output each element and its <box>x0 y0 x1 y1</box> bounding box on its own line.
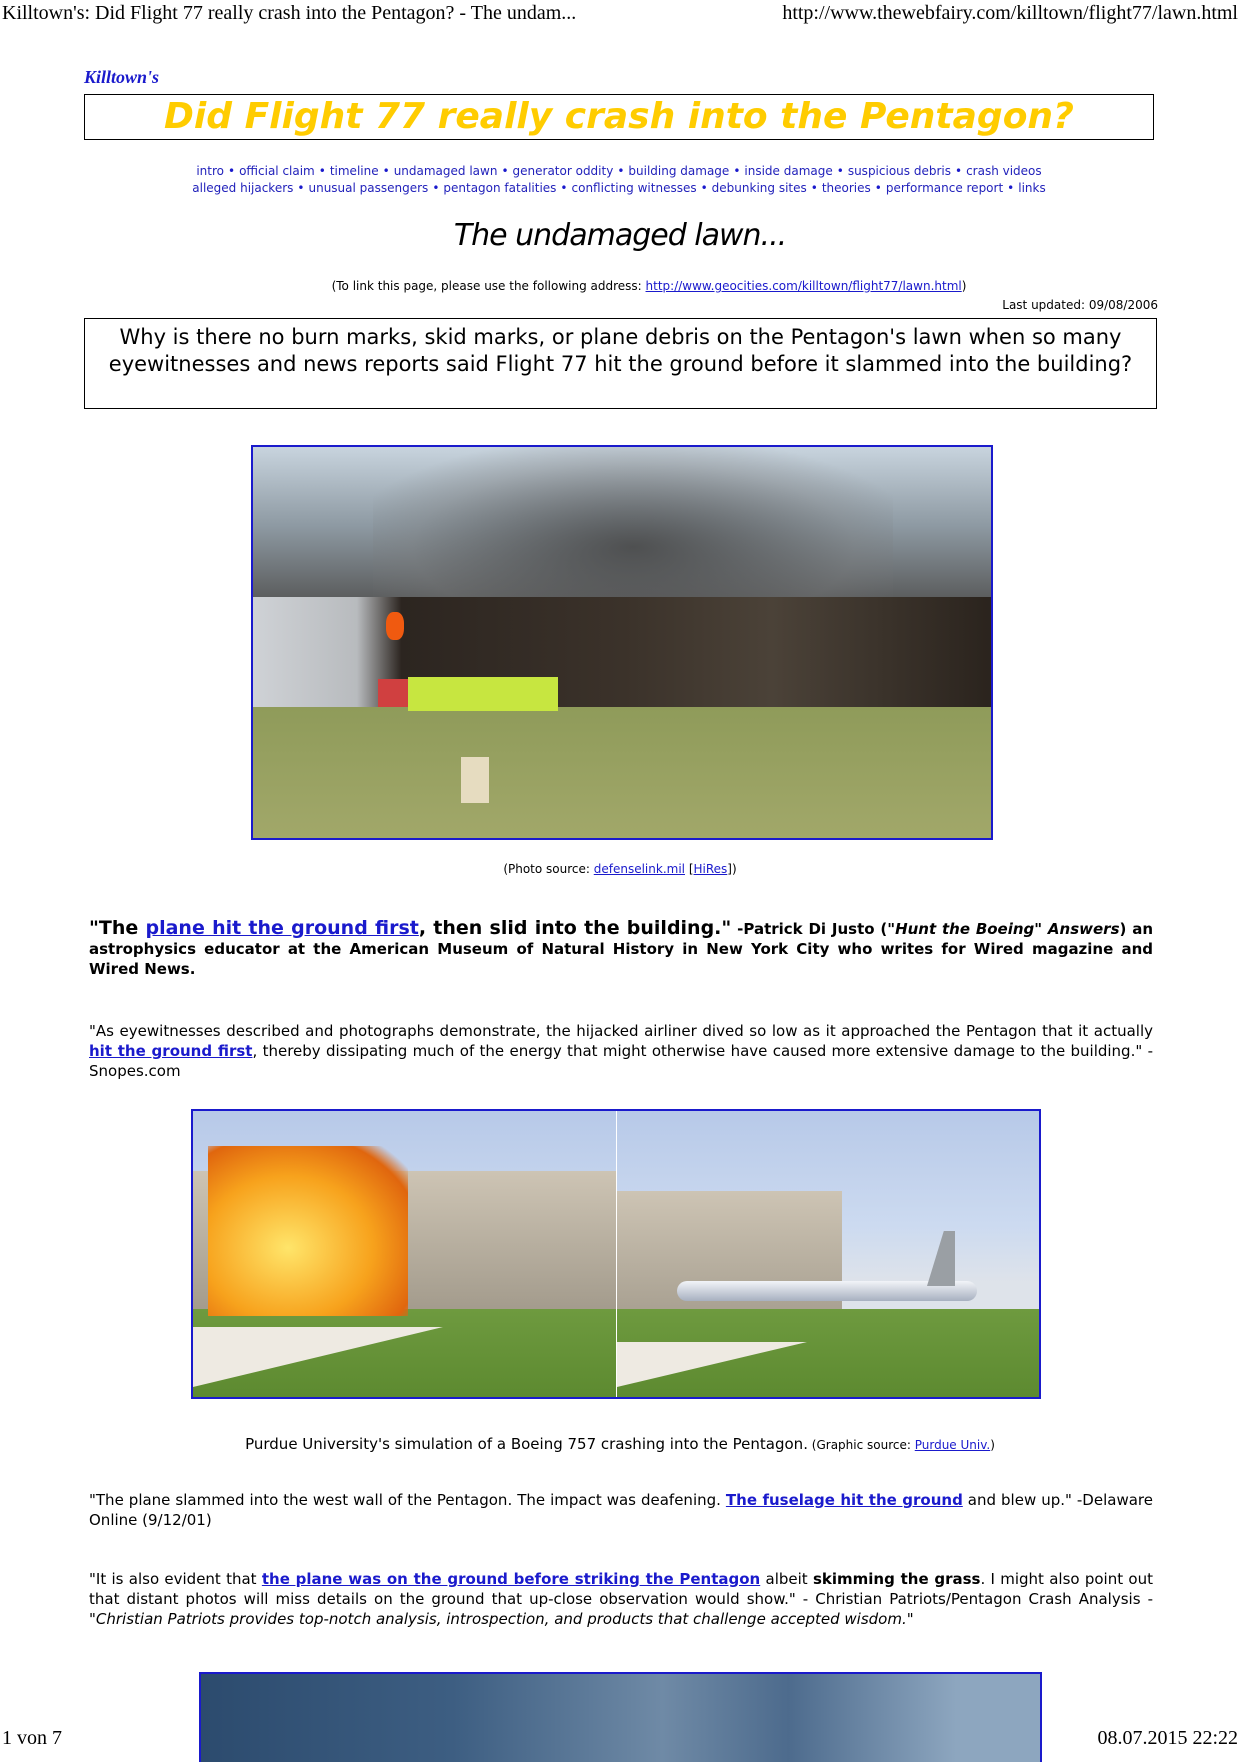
photo-post <box>461 757 489 803</box>
nav-link-crash-videos[interactable]: crash videos <box>966 164 1042 178</box>
photo-fire <box>386 612 404 640</box>
nav-separator: • <box>836 164 844 178</box>
purdue-link[interactable]: Purdue Univ. <box>914 1438 991 1452</box>
nav-link-official-claim[interactable]: official claim <box>239 164 315 178</box>
nav-separator: • <box>560 181 568 195</box>
nav-link-timeline[interactable]: timeline <box>329 164 379 178</box>
nav-link-generator-oddity[interactable]: generator oddity <box>512 164 614 178</box>
quote-open: "The <box>89 917 146 939</box>
nav-link-links[interactable]: links <box>1018 181 1046 195</box>
nav-separator: • <box>954 164 963 178</box>
site-brand: Killtown's <box>84 67 160 87</box>
nav-separator: • <box>382 164 390 178</box>
link-note <box>84 279 1154 293</box>
nav-link-intro[interactable]: intro <box>196 164 224 178</box>
nav-link-inside-damage[interactable]: inside damage <box>744 164 833 178</box>
page-subtitle: The undamaged lawn... <box>453 218 787 253</box>
quote-text: . I might also point out that distant photos will miss details on the ground that up-close observation would show." - Christian Patriots/Pentagon Crash Analysis - <box>89 1570 1153 1608</box>
last-updated: Last updated: 09/08/2006 <box>1002 298 1158 312</box>
nav-separator: • <box>1007 181 1015 195</box>
simulation-caption-text: Purdue University's simulation of a Boeing 757 crashing into the Pentagon. <box>245 1435 808 1453</box>
nav-separator: • <box>432 181 440 195</box>
simulation-caption <box>0 1435 1240 1453</box>
print-footer <box>0 1725 1240 1755</box>
photo-fire-truck-green <box>408 677 558 711</box>
quote-text: "It is also evident that <box>89 1570 262 1588</box>
nav-link-pentagon-fatalities[interactable]: pentagon fatalities <box>443 181 557 195</box>
quote-italic: "Christian Patriots provides top-notch analysis, introspection, and products that challenge accepted wisdom." <box>89 1610 914 1628</box>
quote-text: albeit <box>760 1570 813 1588</box>
plane-on-ground-link[interactable]: the plane was on the ground before striking the Pentagon <box>261 1570 761 1588</box>
photo-caption <box>0 862 1240 876</box>
nav-separator: • <box>700 181 708 195</box>
photo-lawn <box>253 707 993 840</box>
sim-airplane-tail <box>927 1231 955 1286</box>
nav-link-suspicious-debris[interactable]: suspicious debris <box>847 164 951 178</box>
graphic-source-prefix: (Graphic source: <box>807 1438 915 1452</box>
quote-christian-patriots <box>89 1569 1153 1629</box>
nav-separator: • <box>733 164 741 178</box>
purdue-simulation-image[interactable] <box>191 1109 1041 1399</box>
quote-bold: skimming the grass <box>812 1570 981 1588</box>
print-page-number: 1 von 7 <box>2 1727 62 1749</box>
fuselage-hit-ground-link[interactable]: The fuselage hit the ground <box>725 1491 963 1509</box>
site-title-box <box>84 94 1154 140</box>
nav-separator: • <box>617 164 625 178</box>
nav-row-2 <box>84 180 1154 197</box>
quote-text: and blew up." -Delaware Online (9/12/01) <box>89 1491 1153 1529</box>
photo-building <box>253 597 993 707</box>
nav-link-performance-report[interactable]: performance report <box>885 181 1004 195</box>
simulation-plane-panel <box>617 1111 1040 1397</box>
quote-rest: , then slid into the building." <box>418 917 732 939</box>
quote-text: , thereby dissipating much of the energy that might otherwise have caused more extensive damage to the building." - Snopes.com <box>89 1042 1153 1080</box>
hires-link[interactable]: HiRes <box>693 862 728 876</box>
plane-hit-ground-first-link[interactable]: plane hit the ground first <box>145 917 419 939</box>
nav-link-alleged-hijackers[interactable]: alleged hijackers <box>192 181 294 195</box>
print-page-url: http://www.thewebfairy.com/killtown/flight77/lawn.html <box>782 2 1238 24</box>
simulation-fireball-panel <box>193 1111 617 1397</box>
nav-separator: • <box>297 181 305 195</box>
nav-row-1 <box>84 163 1154 180</box>
link-note-suffix: ) <box>961 279 967 293</box>
print-header <box>0 2 1240 28</box>
graphic-source-suffix: ) <box>990 1438 995 1452</box>
permalink-link[interactable]: http://www.geocities.com/killtown/flight77/lawn.html <box>645 279 962 293</box>
quote-snopes <box>89 1021 1153 1081</box>
quote-di-justo <box>89 918 1153 979</box>
defenselink-link[interactable]: defenselink.mil <box>593 862 685 876</box>
nav-separator: • <box>874 181 882 195</box>
quote-text: "As eyewitnesses described and photographs demonstrate, the hijacked airliner dived so low as it approached the Pentagon that it actually <box>89 1022 1153 1040</box>
site-title: Did Flight 77 really crash into the Pentagon? <box>164 96 1074 137</box>
quote-delaware-online <box>89 1490 1153 1530</box>
link-note-prefix: (To link this page, please use the following address: <box>331 279 646 293</box>
nav-separator: • <box>318 164 326 178</box>
nav-separator: • <box>810 181 818 195</box>
quote-text: "The plane slammed into the west wall of the Pentagon. The impact was deafening. <box>89 1491 726 1509</box>
nav-separator: • <box>501 164 509 178</box>
nav-link-unusual-passengers[interactable]: unusual passengers <box>308 181 429 195</box>
site-nav <box>84 163 1154 197</box>
photo-caption-bracket: [ <box>685 862 694 876</box>
print-datetime: 08.07.2015 22:22 <box>1097 1727 1238 1749</box>
print-page-title: Killtown's: Did Flight 77 really crash into the Pentagon? - The undam... <box>2 2 577 24</box>
quote-attribution-rest: ) an astrophysics educator at the American Museum of Natural History in New York City who writes for Wired magazine and Wired News. <box>89 920 1153 978</box>
nav-link-undamaged-lawn[interactable]: undamaged lawn <box>393 164 498 178</box>
question-box: Why is there no burn marks, skid marks, or plane debris on the Pentagon's lawn when so many eyewitnesses and news reports said Flight 77 hit the ground before it slammed into the building? <box>84 318 1157 409</box>
sim-fireball <box>208 1146 408 1316</box>
pentagon-fire-photo[interactable] <box>251 445 993 840</box>
photo-caption-bracket: ]) <box>727 862 737 876</box>
quote-attribution: -Patrick Di Justo ( <box>731 920 888 938</box>
nav-link-conflicting-witnesses[interactable]: conflicting witnesses <box>571 181 697 195</box>
quote-attribution-italic: "Hunt the Boeing" Answers <box>887 920 1120 938</box>
nav-link-theories[interactable]: theories <box>821 181 871 195</box>
nav-separator: • <box>227 164 236 178</box>
photo-caption-prefix: (Photo source: <box>503 862 594 876</box>
hit-ground-first-link[interactable]: hit the ground first <box>89 1042 253 1060</box>
nav-link-debunking-sites[interactable]: debunking sites <box>711 181 807 195</box>
nav-link-building-damage[interactable]: building damage <box>628 164 730 178</box>
